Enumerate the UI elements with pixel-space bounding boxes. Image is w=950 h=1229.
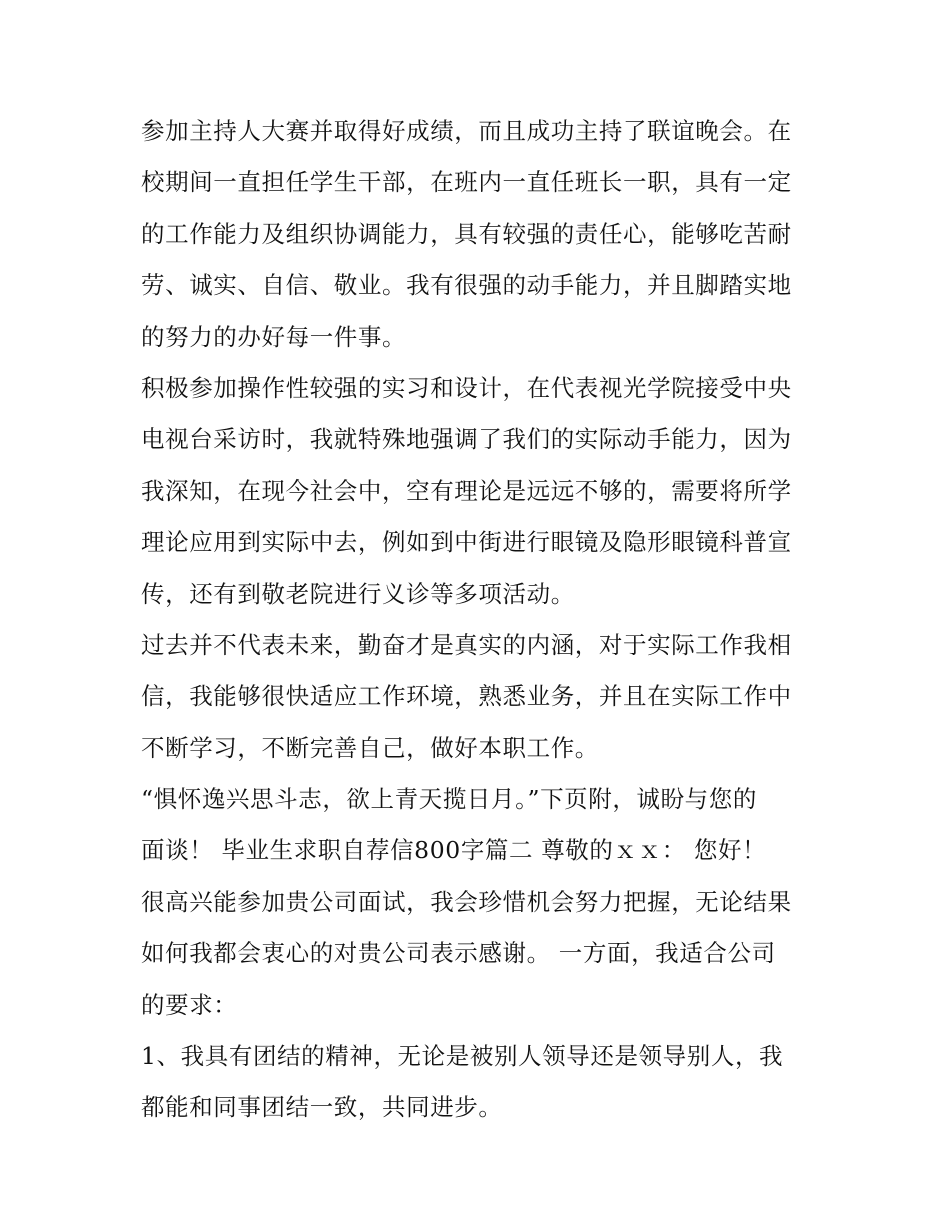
text-line: 1、我具有团结的精神，无论是被别人领导还是领导别人，我	[141, 1042, 784, 1071]
document-body	[141, 106, 831, 1134]
text-line: 校期间一直担任学生干部，在班内一直任班长一职，具有一定	[141, 168, 792, 197]
text-line: 信，我能够很快适应工作环境，熟悉业务，并且在实际工作中	[141, 682, 792, 711]
text-line: 电视台采访时，我就特殊地强调了我们的实际动手能力，因为	[141, 425, 792, 454]
text-line: 不断学习，不断完善自己，做好本职工作。	[141, 733, 599, 762]
text-line: 的工作能力及组织协调能力，具有较强的责任心，能够吃苦耐	[141, 219, 792, 248]
text-line: 的要求：	[141, 990, 238, 1019]
text-line: 传，还有到敬老院进行义诊等多项活动。	[141, 579, 575, 608]
text-line: 都能和同事团结一致，共同进步。	[141, 1093, 503, 1122]
text-line: 积极参加操作性较强的实习和设计，在代表视光学院接受中央	[141, 373, 792, 402]
text-line: 的努力的办好每一件事。	[141, 322, 407, 351]
text-line: 理论应用到实际中去，例如到中街进行眼镜及隐形眼镜科普宣	[141, 528, 792, 557]
text-line: 很高兴能参加贵公司面试，我会珍惜机会努力把握，无论结果	[141, 887, 792, 916]
text-line: “惧怀逸兴思斗志，欲上青天揽日月。”下页附，诚盼与您的	[141, 785, 757, 814]
text-line: 如何我都会衷心的对贵公司表示感谢。 一方面，我适合公司	[141, 939, 776, 968]
text-line: 劳、诚实、自信、敬业。我有很强的动手能力，并且脚踏实地	[141, 271, 792, 300]
text-line: 过去并不代表未来，勤奋才是真实的内涵，对于实际工作我相	[141, 630, 792, 659]
text-line: 参加主持人大赛并取得好成绩，而且成功主持了联谊晚会。在	[141, 117, 792, 145]
text-line: 我深知，在现今社会中，空有理论是远远不够的，需要将所学	[141, 476, 792, 505]
text-line: 面谈！ 毕业生求职自荐信800字篇二 尊敬的ｘｘ： 您好！	[141, 836, 767, 865]
